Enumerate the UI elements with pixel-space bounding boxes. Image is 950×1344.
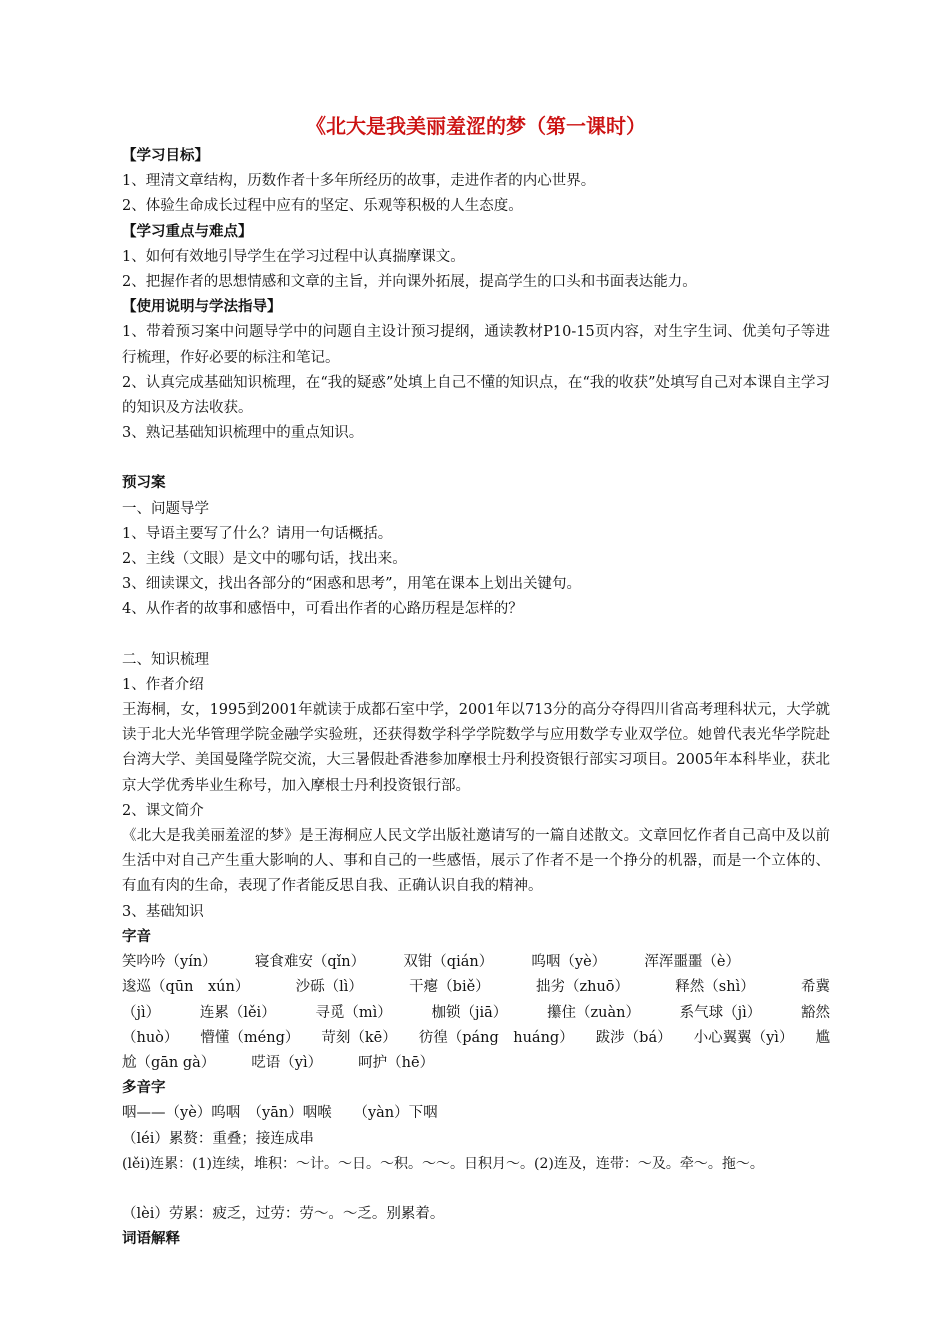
- pron-item: 系气球（jì）: [679, 1004, 762, 1021]
- pron-item: 双钳（qián）: [403, 954, 494, 971]
- pron-item: 希冀: [801, 979, 830, 996]
- author-heading: 1、作者介绍: [122, 676, 204, 693]
- vocab-heading: 词语解释: [122, 1231, 180, 1248]
- goals-heading: 【学习目标】: [122, 148, 209, 164]
- question-item: 1、导语主要写了什么？请用一句话概括。: [122, 525, 393, 542]
- pronunciation-row: [122, 1051, 830, 1076]
- pronunciation-row: [122, 1001, 830, 1026]
- key-point-item: 1、如何有效地引导学生在学习过程中认真揣摩课文。: [122, 248, 465, 265]
- pron-item: 浑浑噩噩（è）: [644, 954, 740, 971]
- polyphone-line: （lèi）劳累：疲乏，过劳：劳～。～乏。别累着。: [122, 1205, 445, 1222]
- pron-item: 释然（shì）: [675, 979, 755, 996]
- pron-item: 豁然: [801, 1004, 830, 1021]
- intro-text: 《北大是我美丽羞涩的梦》是王海桐应人民文学出版社邀请写的一篇自述散文。文章回忆作者自己高中及以前生活中对自己产生重大影响的人、事和自己的一些感悟，展示了作者不是一个挣分的机器，而是一个立体的、有血有肉的生命，表现了作者能反思自我、正确认识自我的精神。: [122, 828, 830, 895]
- instructions-heading: 【使用说明与学法指导】: [122, 299, 282, 316]
- pronunciation-row: [122, 975, 830, 1000]
- pron-item: 彷徨（páng huáng）: [418, 1029, 574, 1046]
- section-heading: 二、知识梳理: [122, 651, 209, 668]
- instruction-item: 2、认真完成基础知识梳理，在“我的疑惑”处填上自己不懂的知识点，在“我的收获”处填写自己对本课自主学习的知识及方法收获。: [122, 374, 830, 417]
- key-point-item: 2、把握作者的思想情感和文章的主旨，并向课外拓展，提高学生的口头和书面表达能力。: [122, 274, 697, 291]
- pron-item: 寝食难安（qǐn）: [254, 954, 366, 971]
- key-points-heading: 【学习重点与难点】: [122, 223, 253, 240]
- instruction-item: 3、熟记基础知识梳理中的重点知识。: [122, 425, 364, 442]
- pron-item: 干瘪（biě）: [409, 979, 490, 996]
- pronunciation-row: [122, 1026, 830, 1051]
- pronunciation-row: [122, 950, 830, 975]
- pron-item: 呜咽（yè）: [531, 954, 607, 971]
- question-item: 3、细读课文，找出各部分的“困惑和思考”，用笔在课本上划出关键句。: [122, 576, 582, 593]
- pron-item: 苛刻（kē）: [321, 1029, 397, 1046]
- intro-heading: 2、课文简介: [122, 802, 204, 819]
- polyphone-heading: 多音字: [122, 1080, 166, 1097]
- pron-item: （jì）: [122, 1004, 161, 1021]
- pron-item: 呵护（hē）: [358, 1054, 435, 1071]
- goal-item: 2、体验生命成长过程中应有的坚定、乐观等积极的人生态度。: [122, 198, 523, 215]
- polyphone-line: （léi）累赘：重叠；接连成串: [122, 1130, 314, 1147]
- pron-item: 枷锁（jiā）: [431, 1004, 508, 1021]
- pron-item: 尴: [815, 1029, 830, 1046]
- pron-item: 攥住（zuàn）: [546, 1004, 640, 1021]
- pron-item: 跋涉（bá）: [595, 1029, 672, 1046]
- pron-item: 尬（gān gà）: [122, 1054, 216, 1071]
- instruction-item: 1、带着预习案中问题导学中的问题自主设计预习提纲，通读教材P10-15页内容，对生字生词、优美句子等进行梳理，作好必要的标注和笔记。: [122, 324, 830, 366]
- pron-item: 逡巡（qūn xún）: [122, 979, 250, 996]
- page-title: 《北大是我美丽羞涩的梦（第一课时）: [306, 114, 646, 138]
- basics-heading: 3、基础知识: [122, 903, 204, 920]
- pron-item: 小心翼翼（yì）: [693, 1029, 794, 1046]
- pronunciation-heading: 字音: [122, 928, 151, 945]
- pron-item: 懵懂（méng）: [200, 1029, 300, 1046]
- preview-heading: 预习案: [122, 475, 166, 492]
- polyphone-line: (lěi)连累：(1)连续，堆积：～计。～日。～积。～～。日积月～。(2)连及，连带：～及。牵～。拖～。: [122, 1155, 764, 1172]
- goal-item: 1、理清文章结构，历数作者十多年所经历的故事，走进作者的内心世界。: [122, 173, 596, 190]
- section-heading: 一、问题导学: [122, 500, 209, 517]
- pron-item: 连累（lěi）: [199, 1004, 276, 1021]
- question-item: 4、从作者的故事和感悟中，可看出作者的心路历程是怎样的？: [122, 601, 523, 618]
- pron-item: 拙劣（zhuō）: [535, 979, 630, 996]
- pron-item: （huò）: [122, 1029, 179, 1046]
- pron-item: 呓语（yì）: [251, 1054, 323, 1071]
- pron-item: 沙砾（lì）: [295, 979, 363, 996]
- pron-item: 笑吟吟（yín）: [122, 954, 217, 971]
- document-page: [122, 112, 830, 1252]
- author-text: 王海桐，女，1995到2001年就读于成都石室中学，2001年以713分的高分夺得四川省高考理科状元，大学就读于北大光华管理学院金融学实验班，还获得数学科学学院数学与应用数学专业双学位。她曾代表光华学院赴台湾大学、美国曼隆学院交流，大三暑假赴香港参加摩根士丹利投资银行部实习项目。2005年本科毕业，获北京大学优秀毕业生称号，加入摩根士丹利投资银行部。: [122, 702, 830, 794]
- pron-item: 寻觅（mì）: [315, 1004, 392, 1021]
- question-item: 2、主线（文眼）是文中的哪句话，找出来。: [122, 551, 407, 568]
- polyphone-line: 咽——（yè）呜咽 （yān）咽喉 （yàn）下咽: [122, 1105, 438, 1122]
